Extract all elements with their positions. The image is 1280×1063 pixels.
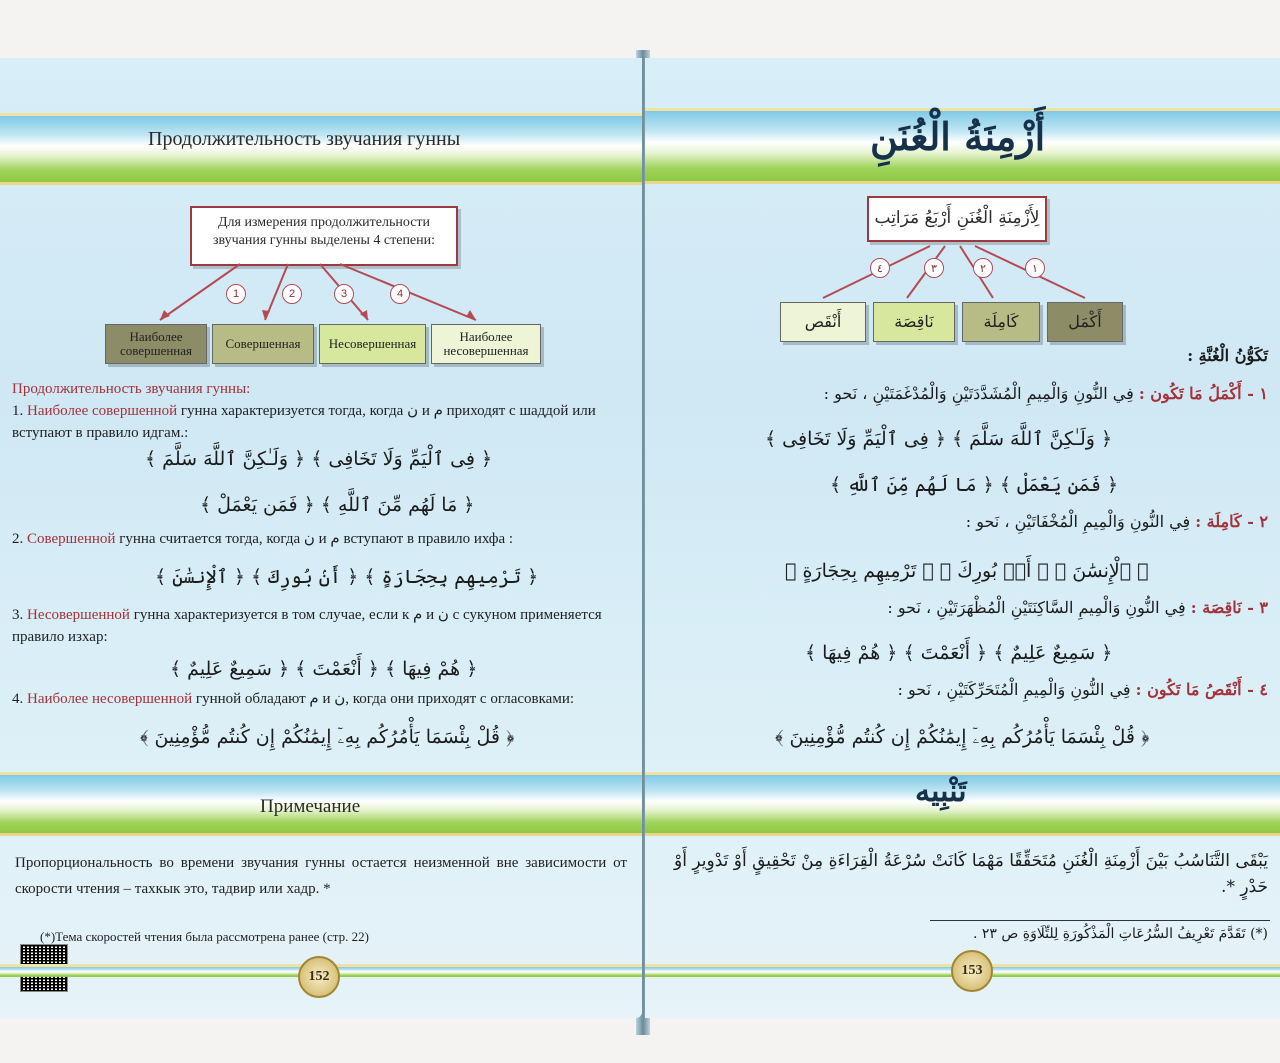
right-diagram-box: لِأَزْمِنَةِ الْغُنَنِ أَرْبَعُ مَرَاتِب [867, 196, 1047, 242]
p4-number: 4. [12, 691, 27, 707]
right-level-2: كَامِلَة [962, 302, 1040, 342]
right-step-number-1: ١ [1025, 258, 1045, 278]
left-paragraph-2 [12, 528, 628, 550]
left-page-number: 152 [298, 956, 340, 998]
right-note-title: تَنْبِيه [915, 774, 967, 809]
left-page [0, 58, 642, 1018]
right-item-2-text: فِي النُّونِ وَالْمِيمِ الْمُخْفَاتَيْنِ ، نَحو : [965, 512, 1191, 531]
p1-number: 1. [12, 403, 27, 419]
right-verse-4: ﴿ سَمِيعٌ عَلِيمٌ ﴾ ﴿ أَنْعَمْتَ ﴾ ﴿ هُمْ فِيهَا ﴾ [805, 642, 1113, 664]
right-item-4-head: ٤ - أَنْقَصُ مَا تَكُون : [1135, 680, 1268, 699]
right-step-number-4: ٤ [870, 258, 890, 278]
right-item-4-text: فِي النُّونِ وَالْمِيمِ الْمُتَحَرِّكَتَيْنِ ، نَحو : [897, 680, 1131, 699]
left-note-title: Примечание [260, 796, 361, 817]
right-step-number-3: ٣ [924, 258, 944, 278]
right-page-title: أَزْمِنَةُ الْغُنَنِ [870, 114, 1046, 159]
right-level-3: نَاقِصَة [873, 302, 955, 342]
open-book [0, 28, 1280, 1038]
right-note-text: يَبْقَى التَّنَاسُبُ بَيْنَ أَزْمِنَةِ الْغُنَنِ مُتَحَقِّقًا مَهْمَا كَانَتْ سُرْعَةُ الْقِرَاءَةِ مِنْ تَحْقِيقٍ أَوْ تَدْوِيرٍ أَوْ حَدْرٍ *. [674, 851, 1268, 897]
left-level-1: Наиболее совершенная [105, 324, 207, 364]
left-level-2: Совершенная [212, 324, 314, 364]
left-footnote: (*)Тема скоростей чтения была рассмотрена ранее (стр. 22) [40, 929, 369, 944]
right-verse-1: ﴿ وَلَـٰكِنَّ ٱللَّهَ سَلَّمَ ﴾ ﴿ فِى ٱلْيَمِّ وَلَا تَخَافِى ﴾ [765, 428, 1113, 450]
right-item-1 [824, 384, 1268, 403]
p1-highlight: Наиболее совершенной [27, 403, 178, 419]
left-paragraph-3 [12, 604, 628, 648]
left-verse-1: ﴿ فِى ٱلْيَمِّ وَلَا تَخَافِى ﴾ ﴿ وَلَـٰكِنَّ ٱللَّهَ سَلَّمَ ﴾ [145, 448, 493, 470]
left-page-title: Продолжительность звучания гунны [148, 128, 461, 150]
p4-highlight: Наиболее несовершенной [27, 691, 193, 707]
right-item-2-head: ٢ - كَامِلَة : [1195, 512, 1268, 531]
right-step-number-2: ٢ [973, 258, 993, 278]
right-verse-5: ﴿ قُلْ بِئْسَمَا يَأْمُرُكُم بِهِۦٓ إِيمَٰنُكُمْ إِن كُنتُم مُّؤْمِنِينَ ﴾ [775, 726, 1150, 748]
right-subtitle: تَكَوُّنُ الْغُنَّةِ : [1187, 346, 1268, 365]
right-verse-3: ﴿ ٱلْإِنسَٰنَ ﴾ ﴿ أَنۢ بُورِكَ ﴾ ﴿ تَرْمِيهِم بِحِجَارَةٍ ﴾ [785, 560, 1149, 582]
left-note-text: Пропорциональность во времени звучания гунны остается неизменной вне зависимости от скорости чтения – тахкык это, тадвир или хадр. * [15, 855, 627, 897]
right-verse-2: ﴿ فَمَن يَعْمَلْ ﴾ ﴿ مَا لَهُم مِّنَ ٱللَّهِ ﴾ [830, 474, 1119, 496]
left-verse-5: ﴿ قُلْ بِئْسَمَا يَأْمُرُكُم بِهِۦٓ إِيمَٰنُكُمْ إِن كُنتُم مُّؤْمِنِينَ ﴾ [140, 726, 515, 748]
p4-text: гунной обладают م и ن, когда они приходят с огласовками: [192, 691, 575, 707]
right-page [645, 58, 1280, 1018]
right-item-3-head: ٣ - نَاقِصَة : [1190, 598, 1268, 617]
left-paragraph-1 [12, 400, 628, 444]
right-level-1: أَكْمَل [1047, 302, 1123, 342]
right-page-number: 153 [951, 950, 993, 992]
right-item-3 [887, 598, 1268, 617]
p3-number: 3. [12, 607, 27, 623]
p1-text: гунна характеризуется тогда, когда ن и م приходят с шаддой или вступают в правило идгам.: [12, 403, 596, 441]
p3-text: гунна характеризуется в том случае, если к م и ن с сукуном применяется правило изхар: [12, 607, 602, 645]
left-intro: Продолжительность звучания гунны: [12, 381, 251, 397]
p2-number: 2. [12, 531, 27, 547]
right-item-4 [898, 680, 1268, 699]
left-verse-2: ﴿ مَا لَهُم مِّنَ ٱللَّهِ ﴾ ﴿ فَمَن يَعْمَلْ ﴾ [200, 494, 475, 516]
right-footnote: (*) تَقَدَّمَ تَعْرِيفُ السُّرُعَاتِ الْمَذْكُورَةِ لِلتِّلَاوَةِ ص ٢٣ . [972, 926, 1268, 942]
left-step-number-1: 1 [226, 284, 246, 304]
left-step-number-2: 2 [282, 284, 302, 304]
p2-highlight: Совершенной [27, 531, 116, 547]
right-item-3-text: فِي النُّونِ وَالْمِيمِ السَّاكِنَتَيْنِ الْمُظْهَرَتَيْنِ ، نَحو : [887, 598, 1186, 617]
left-verse-3: ﴿ تَرْمِيهِم بِحِجَارَةٍ ﴾ ﴿ أَنۢ بُورِكَ ﴾ ﴿ ٱلْإِنسَٰنَ ﴾ [155, 566, 539, 588]
left-verse-4: ﴿ هُمْ فِيهَا ﴾ ﴿ أَنْعَمْتَ ﴾ ﴿ سَمِيعٌ عَلِيمٌ ﴾ [170, 658, 478, 680]
left-diagram-box: Для измерения продолжительности звучания гунны выделены 4 степени: [190, 206, 458, 266]
p2-text: гунна считается тогда, когда ن и م вступают в правило ихфа : [115, 531, 514, 547]
p3-highlight: Несовершенной [27, 607, 130, 623]
right-item-1-text: فِي النُّونِ وَالْمِيمِ الْمُشَدَّدَتَيْنِ وَالْمُدْغَمَتَيْنِ ، نَحو : [823, 384, 1134, 403]
left-level-4: Наиболее несовершенная [431, 324, 541, 364]
right-level-4: أَنْقَص [780, 302, 866, 342]
left-paragraph-4 [12, 688, 628, 710]
left-level-3: Несовершенная [319, 324, 426, 364]
left-step-number-4: 4 [390, 284, 410, 304]
footnote-divider [930, 920, 1270, 921]
left-step-number-3: 3 [334, 284, 354, 304]
right-item-1-head: ١ - أَكْمَلُ مَا تَكُون : [1138, 384, 1268, 403]
right-item-2 [966, 512, 1268, 531]
